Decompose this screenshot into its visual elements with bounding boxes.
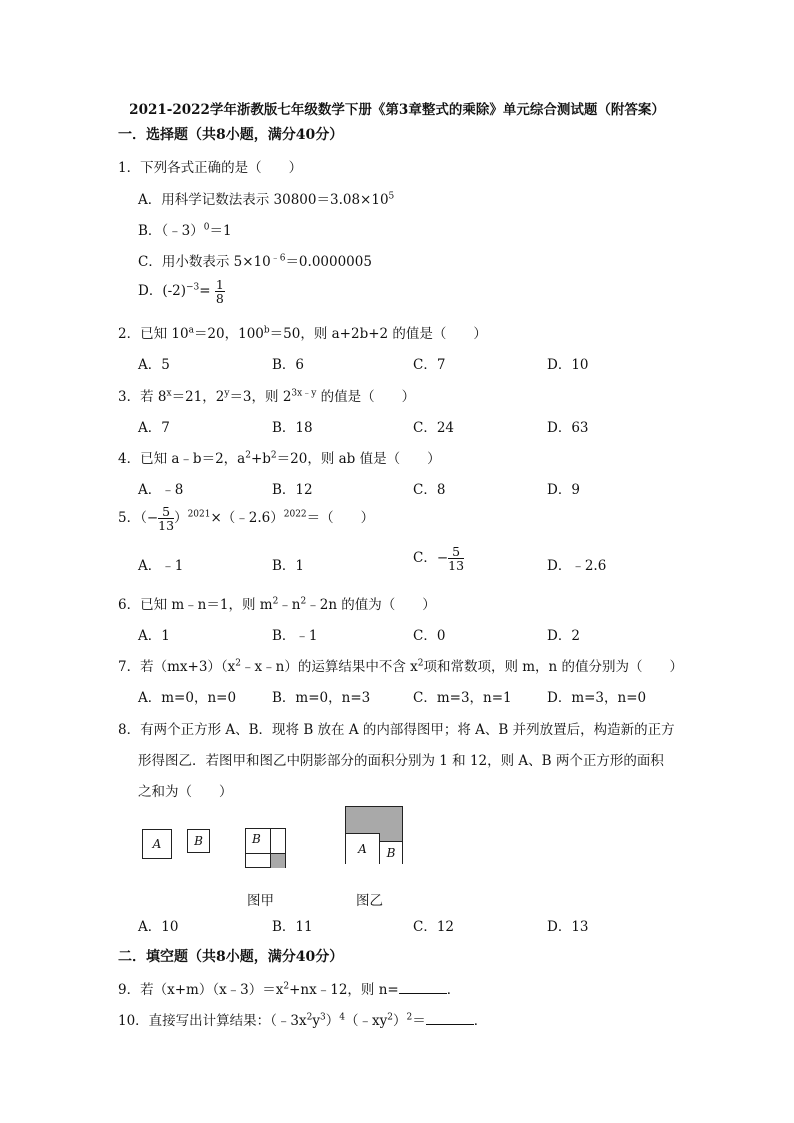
question-3-option-b: B．18	[272, 420, 313, 436]
question-2-option-b: B．6	[272, 357, 305, 373]
question-8-option-b: B．11	[272, 919, 313, 935]
question-5-option-b: B．1	[272, 558, 305, 574]
figure-yi-square-b: B	[380, 841, 402, 864]
question-2-option-d: D．10	[547, 357, 589, 373]
question-9: 9．若$(x+m)(x﹣3)=x^2+nx﹣12$，则 n= ．	[118, 981, 461, 998]
question-4-option-b: B．12	[272, 482, 313, 498]
question-6-option-c: C．0	[413, 628, 446, 644]
answer-blank[interactable]	[426, 1024, 474, 1025]
question-7-option-b: B．m=0，n=3	[272, 690, 371, 706]
square-a-figure: A	[142, 829, 172, 859]
question-6-option-b: B．﹣1	[272, 628, 318, 644]
question-1-stem: 1．下列各式正确的是（ ）	[118, 160, 303, 176]
question-3-option-a: A．7	[138, 420, 170, 436]
question-5-stem: 5．（− $\frac{5}{13}$ ）$^{2021}$×（﹣2.6）$^{2022}$＝（ ）	[118, 504, 375, 533]
question-3-option-d: D．63	[547, 420, 589, 436]
question-8-option-c: C．12	[413, 919, 455, 935]
question-1-option-a: A．用科学记数法表示 $30800=3.08\times 10^5$	[138, 191, 395, 208]
question-8-option-a: A．10	[138, 919, 179, 935]
question-6-option-a: A．1	[138, 628, 170, 644]
question-7-option-a: A．m=0，n=0	[138, 690, 237, 706]
answer-blank[interactable]	[399, 993, 447, 994]
document-title: 2021-2022学年浙教版七年级数学下册《第3章整式的乘除》单元综合测试题（附答案）	[129, 102, 665, 118]
question-8-option-d: D．13	[547, 919, 589, 935]
figure-jia-label-b: B	[252, 832, 261, 846]
figure-yi-caption: 图乙	[356, 893, 383, 909]
question-3-stem: 3．若 $8^x=21$，$2^y=3$，则 $2^{3x﹣y}$ 的值是（ ）	[118, 388, 416, 405]
figure-jia-caption: 图甲	[247, 893, 274, 909]
question-4-option-d: D．9	[547, 482, 580, 498]
question-8-line-1: 8．有两个正方形 A、B．现将 B 放在 A 的内部得图甲；将 A、B 并列放置后，构造新的正方	[118, 722, 675, 738]
question-1-option-b: B．（﹣3）$^0$＝1	[138, 222, 232, 239]
question-7-option-d: D．m=3，n=0	[547, 690, 647, 706]
question-4-option-a: A．﹣8	[138, 482, 184, 498]
square-b-figure: B	[187, 829, 210, 853]
question-2-stem: 2．已知 $10^a=20$，$100^b=50$，则 a+2b+2 的值是（ ）	[118, 325, 487, 342]
question-2-option-a: A．5	[138, 357, 170, 373]
figure-jia	[245, 828, 286, 868]
question-4-option-c: C．8	[413, 482, 446, 498]
question-1-option-c: C．用小数表示 $5\times 10^{﹣6}=0.0000005$	[138, 253, 372, 270]
question-6-stem: 6．已知 m﹣n＝1，则 $m^2﹣n^2﹣2n$ 的值为（ ）	[118, 596, 436, 613]
section-heading-fill: 二．填空题（共8小题，满分40分）	[118, 949, 344, 965]
figure-jia-shaded-region	[271, 854, 285, 868]
question-1-option-d: D．$(-2)^{-3}=$ $\frac{1}{8}$	[138, 277, 224, 306]
figure-yi-shaded-right	[380, 833, 402, 841]
question-6-option-d: D．2	[547, 628, 580, 644]
figure-yi-shaded-top	[346, 807, 402, 833]
question-7-option-c: C．m=3，n=1	[413, 690, 512, 706]
fraction: $\frac{1}{8}$	[215, 277, 224, 306]
question-8-line-3: 之和为（ ）	[138, 784, 233, 800]
question-5-option-d: D．﹣2.6	[547, 558, 607, 574]
question-10: 10．直接写出计算结果：$(﹣3x^2y^3)^4(﹣xy^2)^2=$ ．	[118, 1012, 488, 1029]
figure-jia-top-right	[270, 829, 285, 854]
question-4-stem: 4．已知 a﹣b＝2，$a^2+b^2=20$，则 ab 值是（ ）	[118, 450, 441, 467]
section-heading-choice: 一．选择题（共8小题，满分40分）	[118, 127, 344, 143]
question-2-option-c: C．7	[413, 357, 446, 373]
figure-yi	[345, 806, 403, 864]
question-7-stem: 7．若$(mx+3)(x^2﹣x﹣n)$的运算结果中不含 $x^2$项和常数项，则 m，n 的值分别为（ ）	[118, 658, 684, 675]
figure-yi-square-a: A	[346, 833, 380, 864]
fraction: $\frac{5}{13}$	[158, 504, 175, 533]
figure-jia-bottom-left	[246, 853, 271, 868]
question-5-option-a: A．﹣1	[138, 558, 184, 574]
question-3-option-c: C．24	[413, 420, 455, 436]
question-5-option-c: C．− $\frac{5}{13}$	[413, 544, 465, 573]
question-8-line-2: 形得图乙．若图甲和图乙中阴影部分的面积分别为 1 和 12，则 A、B 两个正方形的面积	[138, 753, 664, 769]
fraction: $\frac{5}{13}$	[448, 544, 465, 573]
